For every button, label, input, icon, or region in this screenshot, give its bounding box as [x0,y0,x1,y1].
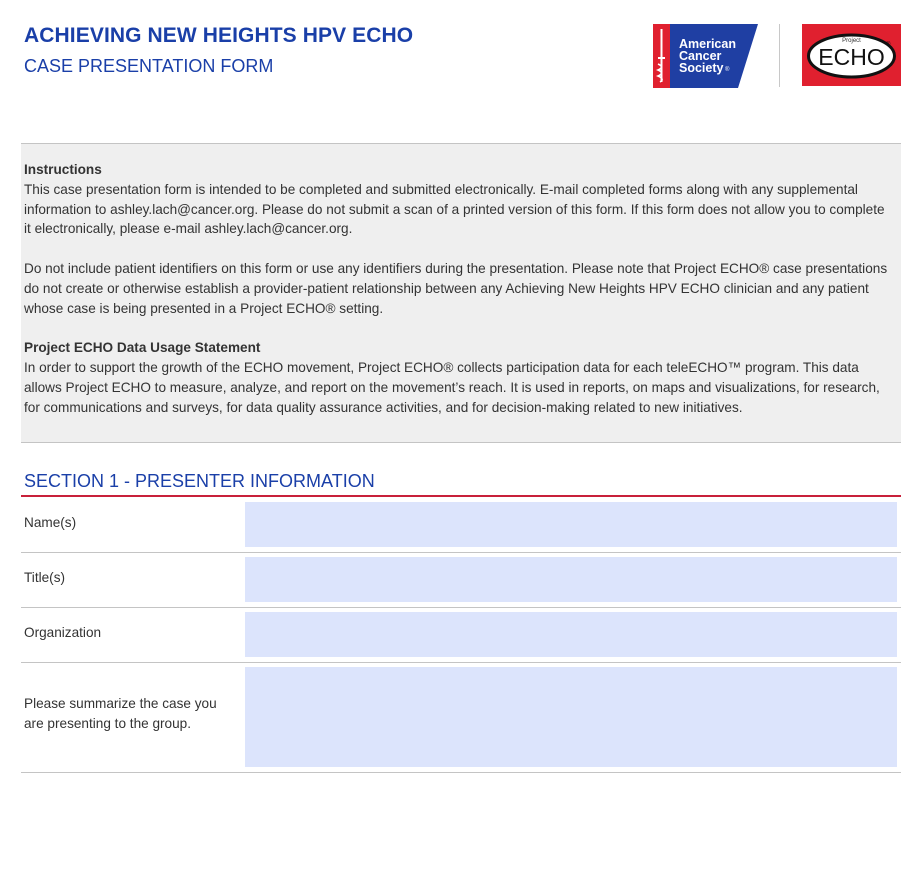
instructions-paragraph: This case presentation form is intended to be completed and submitted electronically. E-mail completed forms along with any supplemental information to ashley.lach@cancer.org. Please do not submit a scan of a printed version of this form. If this form does not allow you to complete it electronically, please e-mail ashley.lach@cancer.org. [24,181,885,237]
svg-text:®: ® [886,42,891,48]
titles-label: Title(s) [24,570,66,585]
acs-logo-icon [653,24,758,88]
american-cancer-society-logo [653,24,758,88]
instructions-box [21,143,901,443]
instructions-heading: Instructions [24,162,102,177]
svg-text:Cancer: Cancer [679,49,722,63]
case-summary-input[interactable] [245,667,897,767]
svg-text:ECHO: ECHO [818,44,885,70]
document-title: ACHIEVING NEW HEIGHTS HPV ECHO [24,24,414,47]
data-usage-statement: In order to support the growth of the ECHO movement, Project ECHO® collects participation data for each teleECHO™ program. This data allows Project ECHO to measure, analyze, and report on the movement’s reach. It is used in reports, on maps and visualizations, for research, for communications and surveys, for data quality assurance activities, and for decision-making related to new initiatives. [24,359,880,415]
organization-label: Organization [24,625,102,640]
project-echo-logo [802,24,901,86]
section-1-title: SECTION 1 - PRESENTER INFORMATION [24,471,375,491]
organization-input[interactable] [245,612,897,657]
data-usage-heading: Project ECHO Data Usage Statement [24,340,261,356]
svg-text:Project: Project [842,38,861,44]
case-summary-label: Please summarize the case you are presenting to the group. [24,696,217,731]
titles-input[interactable] [245,557,897,602]
logo-divider [779,24,780,87]
svg-text:®: ® [725,67,730,73]
patient-identifiers-notice: Do not include patient identifiers on this form or use any identifiers during the presentation. Please note that Project ECHO® case presentations do not create or otherwise establish a provider-patient relationship between any Achieving New Heights HPV ECHO clinician and any patient whose case is being presented in a Project ECHO® setting. [24,260,888,316]
form-row-titles [21,552,901,608]
svg-text:Society: Society [679,61,724,75]
document-subtitle: CASE PRESENTATION FORM [24,56,274,76]
echo-logo-icon [802,24,901,86]
svg-text:American: American [679,37,736,51]
names-input[interactable] [245,502,897,547]
form-row-organization [21,607,901,663]
form-row-case-summary [21,662,901,773]
form-row-names [21,497,901,553]
names-label: Name(s) [24,515,77,530]
